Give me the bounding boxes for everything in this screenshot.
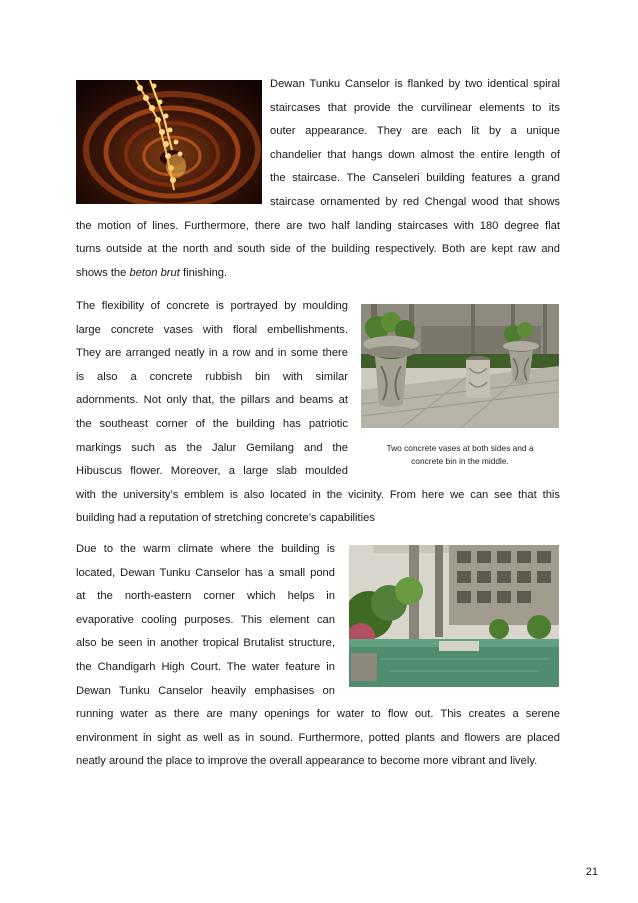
caption-line: concrete bin in the middle. (411, 456, 509, 466)
text-line: adornments. Not only that, the pillars and beams at (76, 394, 348, 407)
text-line: located, Dewan Tunku Canselor has a small pond (76, 566, 335, 579)
text-line (76, 262, 560, 286)
text-line: neatly around the place to improve the overall appearance to become more vibrant and lively. (76, 755, 538, 768)
text-line: the southeast corner of the building has patriotic (76, 417, 348, 430)
text-line: with the university’s emblem is also located in the vicinity. From here we can see that this (76, 488, 560, 501)
text-line: staircases that provide the curvilinear elements to its (270, 101, 560, 114)
text-line: markings such as the Jalur Gemilang and the (76, 441, 348, 454)
text-line: the staircase. The Canseleri building features a grand (270, 172, 560, 185)
text-line: Due to the warm climate where the building is (76, 543, 335, 555)
text-line: building had a reputation of stretching concrete’s capabilities (76, 512, 375, 525)
paragraph-pond (76, 538, 560, 774)
text-line: They are arranged neatly in a row and in some there (76, 347, 348, 360)
text-line: evaporative cooling purposes. This element can (76, 613, 335, 626)
text-line: also be seen in another tropical Brutalist structure, (76, 637, 335, 650)
text-line: running water as there are many openings for water to flow out. This creates a serene (76, 708, 560, 721)
text-line: chandelier that hangs down almost the entire length of (270, 148, 560, 161)
text-line: Dewan Tunku Canselor is flanked by two identical spiral (270, 78, 560, 90)
text-run: shows the (76, 266, 130, 279)
caption-line: Two concrete vases at both sides and a (386, 443, 534, 453)
text-line: outer appearance. They are each lit by a unique (270, 125, 560, 138)
text-line: staircase ornamented by red Chengal wood that shows (270, 195, 560, 208)
text-line: large concrete vases with floral embellishments. (76, 323, 348, 336)
text-line: The flexibility of concrete is portrayed by moulding (76, 300, 348, 312)
text-line: is also a concrete rubbish bin with similar (76, 370, 348, 383)
text-line: Dewan Tunku Canselor heavily emphasises on (76, 684, 335, 697)
text-line: turns outside at the north and south side of the building respectively. Both are kept raw and (76, 243, 560, 256)
italic-term-beton-brut: beton brut (129, 266, 180, 279)
text-line: the motion of lines. Furthermore, there are two half landing staircases with 180 degree flat (76, 219, 560, 232)
text-line: Hibuscus flower. Moreover, a large slab moulded (76, 465, 348, 478)
paragraph-concrete-flexibility (76, 295, 560, 531)
text-line: the Chandigarh High Court. The water feature in (76, 660, 335, 673)
paragraph-staircases (76, 73, 560, 285)
text-run: finishing. (179, 266, 228, 279)
page-number: 21 (585, 866, 598, 878)
text-line: at the north-eastern corner which helps in (76, 590, 335, 603)
text-line: environment in sight as well as in sound. Furthermore, potted plants and flowers are placed (76, 731, 560, 744)
